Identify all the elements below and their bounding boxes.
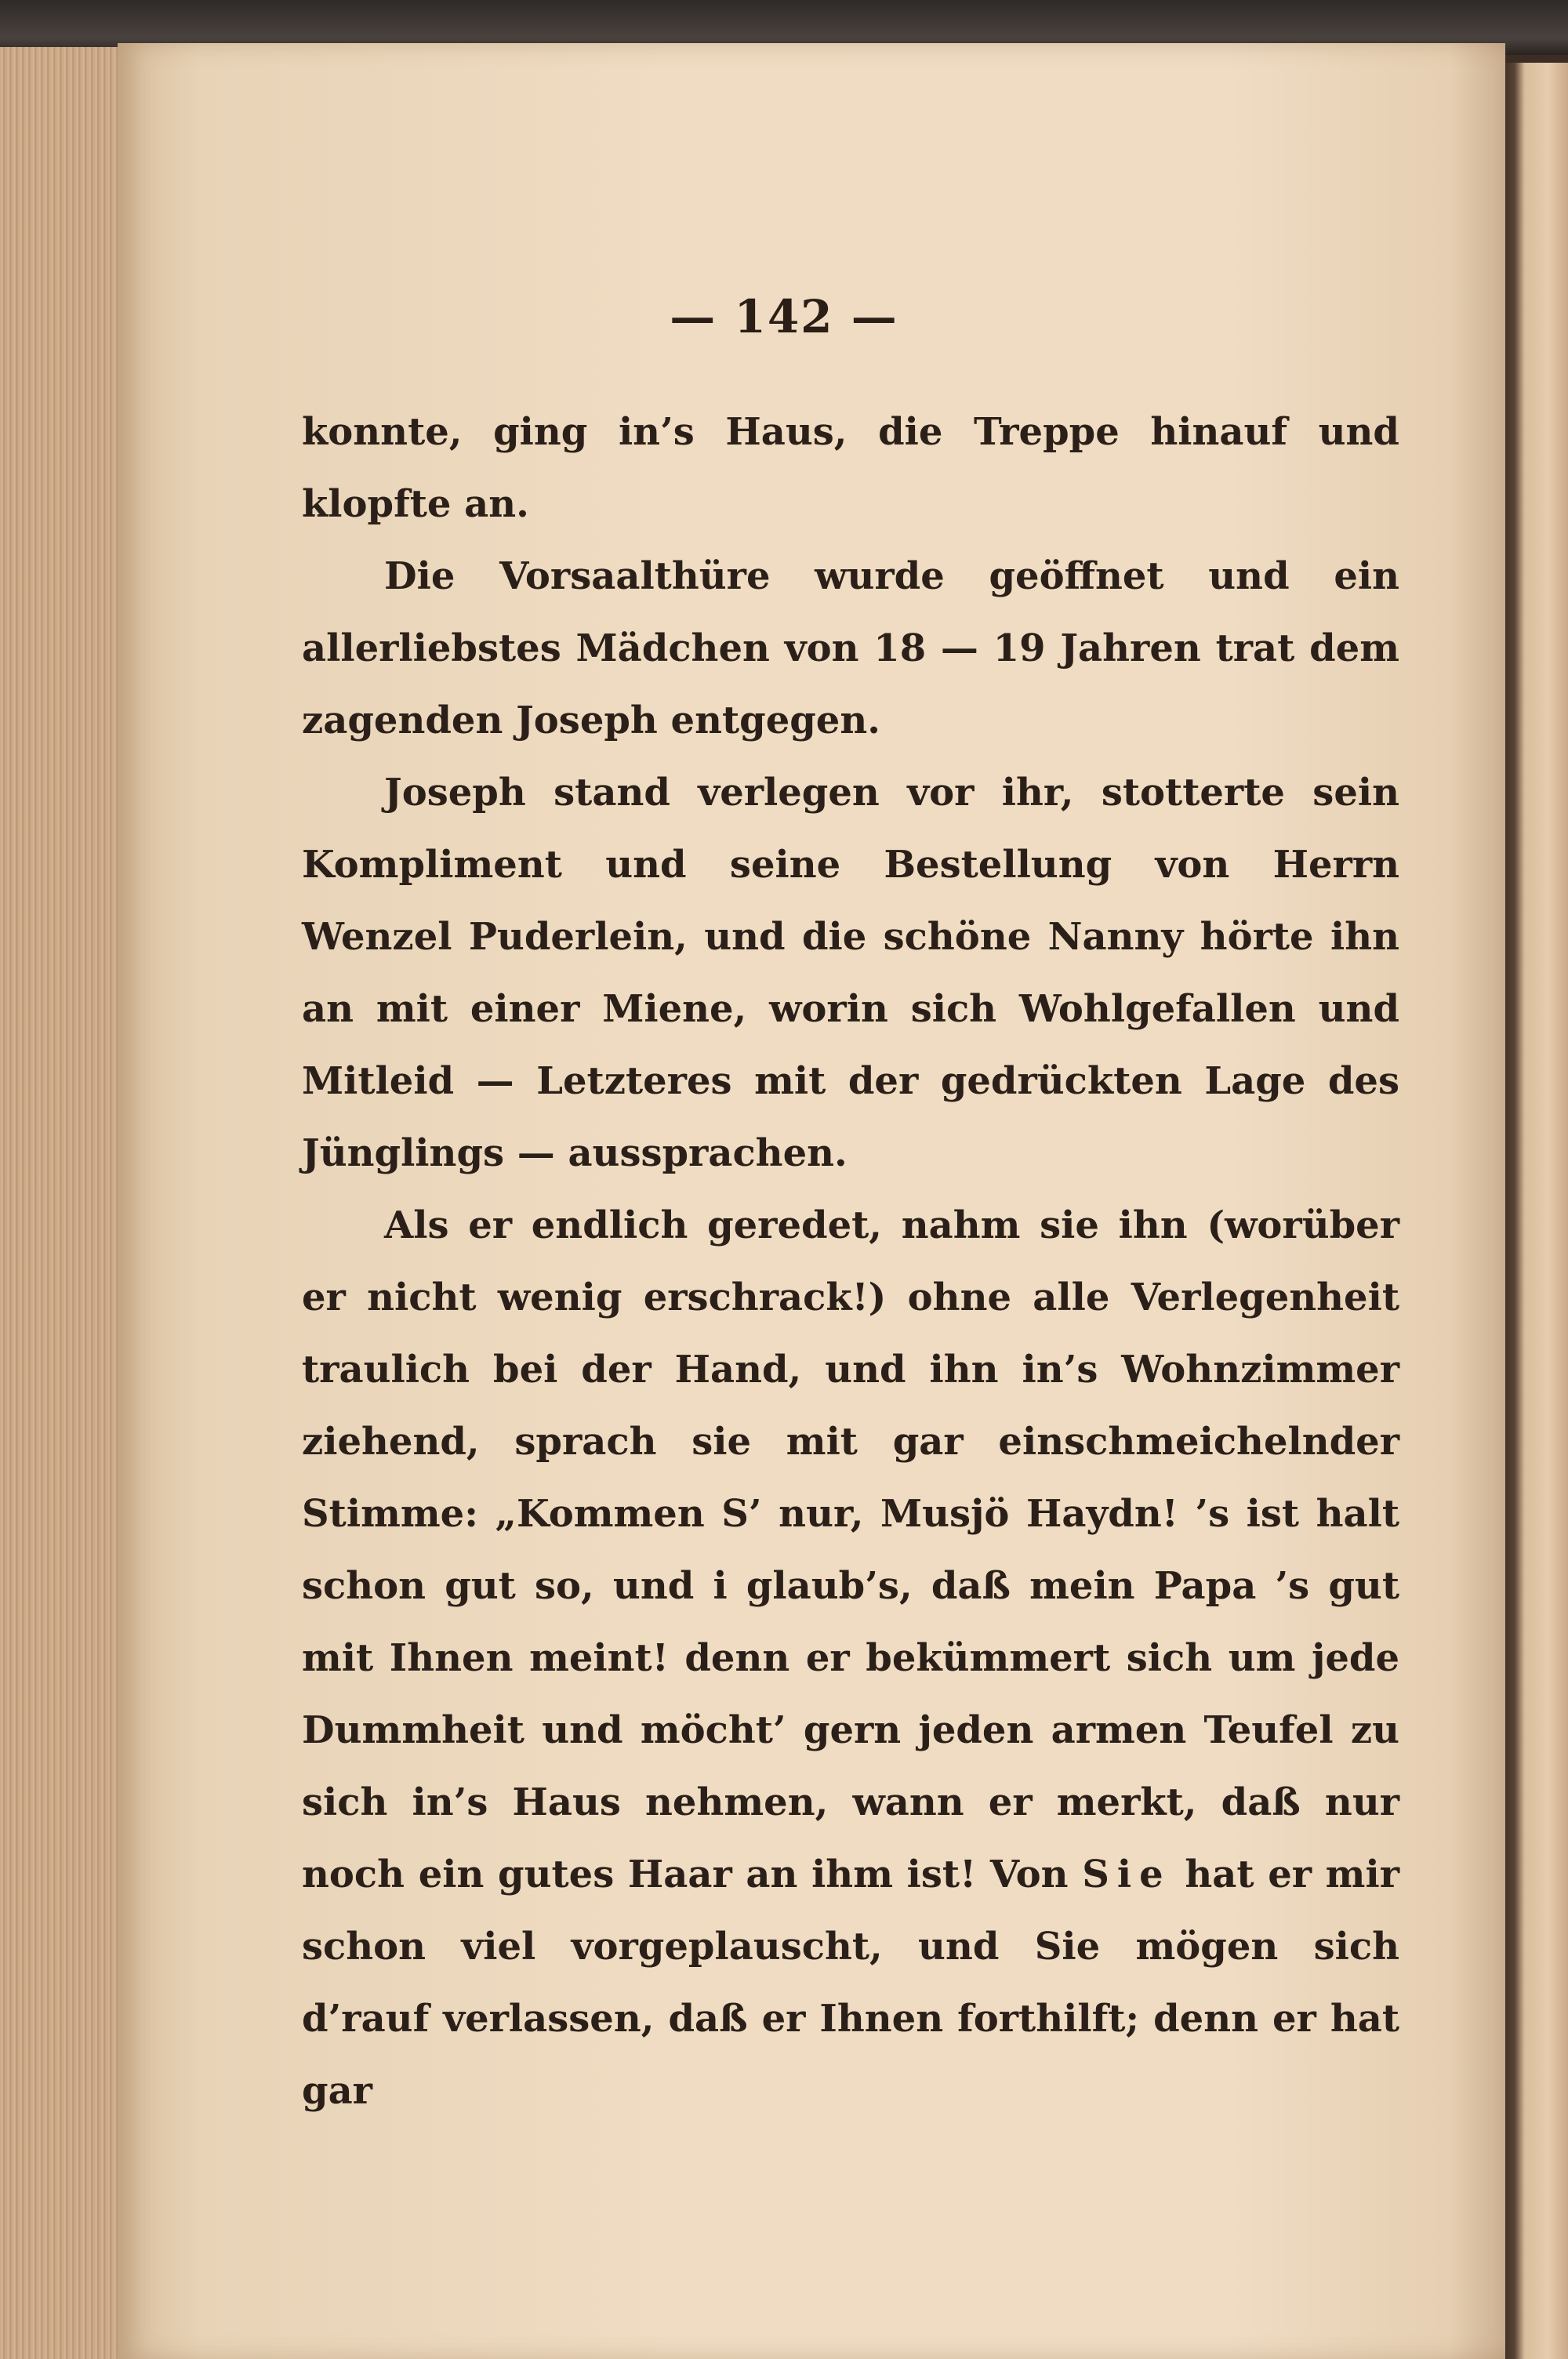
page-edges-left: [0, 47, 129, 2359]
paragraph: [302, 1189, 1399, 2127]
paragraph: konnte, ging in’s Haus, die Treppe hinauf und klopfte an.: [302, 410, 1399, 526]
page-body-text: [302, 396, 1399, 2127]
paragraph: Joseph stand verlegen vor ihr, stotterte sein Kompliment und seine Bestellung von Herrn Wenzel Puderlein, und die schöne Nanny hörte ihn an mit einer Miene, worin sich Wohlgefallen und Mitleid — Letzteres mit der gedrückten Lage des Jünglings — aussprachen.: [302, 771, 1399, 1175]
paragraph: Die Vorsaalthüre wurde geöffnet und ein allerliebstes Mädchen von 18 — 19 Jahren trat dem zagenden Joseph entgegen.: [302, 554, 1399, 742]
paragraph-text: hat er mir schon viel vorgeplauscht, und Sie mögen sich d’rauf verlassen, daß er Ihnen forthilft; denn er hat gar: [302, 1853, 1399, 2113]
paragraph-text: Als er endlich geredet, nahm sie ihn (worüber er nicht wenig erschrack!) ohne alle Verlegenheit traulich bei der Hand, und ihn in’s Wohnzimmer ziehend, sprach sie mit gar einschmeichelnder Stimme: „Kommen S’ nur, Musjö Haydn! ’s ist halt schon gut so, und i glaub’s, daß mein Papa ’s gut mit Ihnen meint! denn er bekümmert sich um jede Dummheit und möcht’ gern jeden armen Teufel zu sich in’s Haus nehmen, wann er merkt, daß nur noch ein gutes Haar an ihm ist! Von: [302, 1203, 1399, 1896]
page-number: — 142 —: [670, 290, 898, 343]
emphasized-word: Sie: [1082, 1853, 1171, 1896]
next-page-edge: [1501, 63, 1568, 2359]
